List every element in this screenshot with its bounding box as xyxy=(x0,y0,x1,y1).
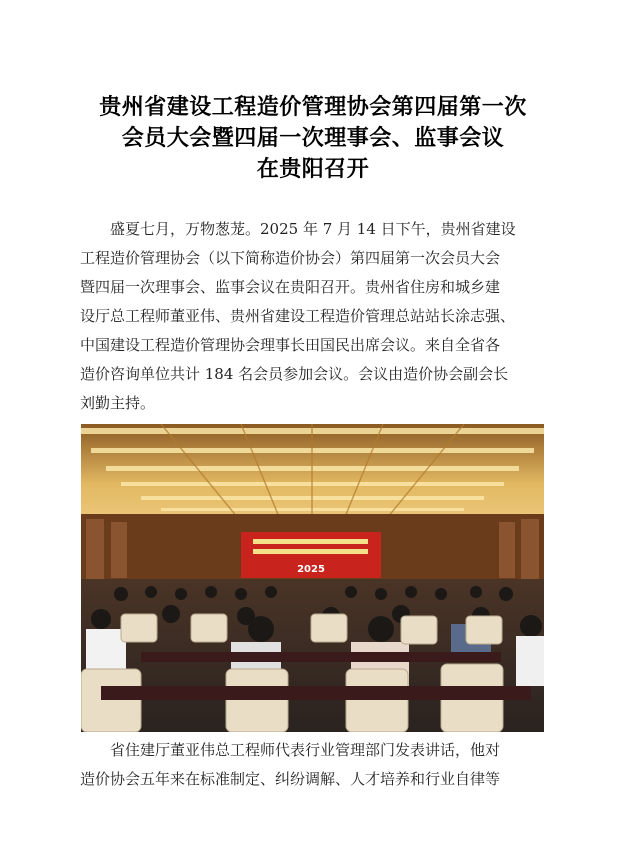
paragraph-line: 暨四届一次理事会、监事会议在贵阳召开。贵州省住房和城乡建 xyxy=(80,278,501,296)
paragraph-line: 工程造价管理协会（以下简称造价协会）第四届第一次会员大会 xyxy=(80,249,501,267)
paragraph-line: 省住建厅董亚伟总工程师代表行业管理部门发表讲话，他对 xyxy=(110,741,501,759)
paragraph-intro xyxy=(80,215,548,418)
title-line-1: 贵州省建设工程造价管理协会第四届第一次 xyxy=(99,95,527,120)
paragraph-line: 盛夏七月，万物葱茏。2025 年 7 月 14 日下午，贵州省建设 xyxy=(110,220,516,238)
title-line-3: 在贵阳召开 xyxy=(256,157,370,182)
banner-year: 2025 xyxy=(297,564,325,575)
paragraph-line: 刘勤主持。 xyxy=(80,394,156,412)
article-title xyxy=(0,92,626,185)
paragraph-line: 造价协会五年来在标准制定、纠纷调解、人才培养和行业自律等 xyxy=(80,770,501,788)
paragraph-line: 中国建设工程造价管理协会理事长田国民出席会议。来自全省各 xyxy=(80,336,501,354)
paragraph-speech xyxy=(80,736,548,794)
paragraph-line: 造价咨询单位共计 184 名会员参加会议。会议由造价协会副会长 xyxy=(80,365,509,383)
title-line-2: 会员大会暨四届一次理事会、监事会议 xyxy=(121,126,505,151)
paragraph-line: 设厅总工程师董亚伟、贵州省建设工程造价管理总站站长涂志强、 xyxy=(80,307,516,325)
meeting-photo-drawing xyxy=(81,424,544,732)
meeting-photo xyxy=(81,424,544,732)
